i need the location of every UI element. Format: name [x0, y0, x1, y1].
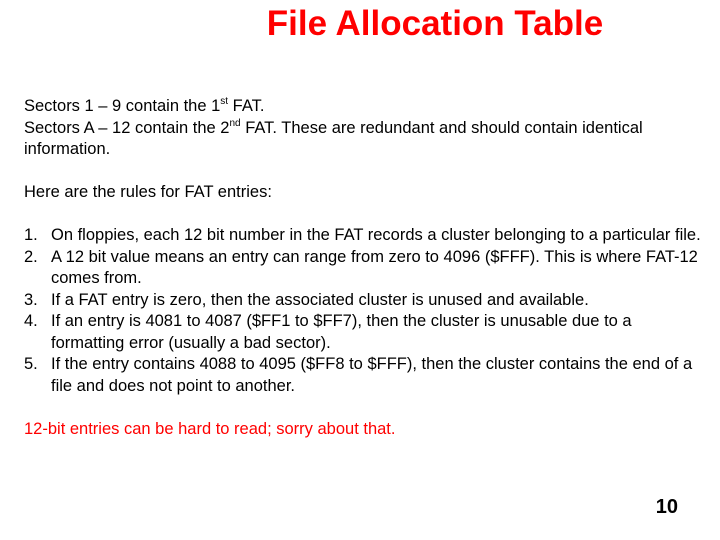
rule-number: 4.: [24, 312, 38, 330]
intro-line-2-text: Sectors A – 12 contain the 2: [24, 118, 230, 137]
page-number: 10: [655, 496, 678, 518]
intro-line-2-superscript: nd: [229, 117, 241, 129]
rule-item: [24, 290, 704, 312]
note-text: 12-bit entries can be hard to read; sorry about that.: [24, 419, 396, 438]
slide-title: File Allocation Table: [266, 4, 604, 43]
spacer: [24, 397, 704, 419]
rule-text: If the entry contains 4088 to 4095 ($FF8 to $FFF), then the cluster contains the end of a file and does not point to another.: [51, 355, 693, 395]
rule-number: 2.: [24, 247, 38, 266]
rules-heading: Here are the rules for FAT entries:: [24, 183, 272, 201]
rule-text: On floppies, each 12 bit number in the FAT records a cluster belonging to a particular file.: [51, 226, 701, 244]
rule-item: [24, 247, 704, 290]
intro-line-2: [24, 118, 704, 161]
spacer: [24, 204, 704, 226]
rule-text: If an entry is 4081 to 4087 ($FF1 to $FF7), then the cluster is unusable due to a formatting error (usually a bad sector).: [51, 312, 632, 352]
rule-item: [24, 354, 704, 397]
rule-number: 5.: [24, 355, 38, 373]
rule-item: [24, 225, 704, 247]
rules-list: [24, 225, 704, 397]
rule-number: 1.: [24, 226, 38, 244]
slide-body: [24, 96, 704, 440]
intro-line-1: [24, 96, 704, 118]
spacer: [24, 161, 704, 183]
intro-line-2-tail: FAT. These are redundant and should contain identical information.: [24, 118, 643, 158]
rule-item: [24, 311, 704, 354]
rule-number: 3.: [24, 290, 38, 309]
intro-line-1-superscript: st: [220, 96, 229, 107]
rule-text: If a FAT entry is zero, then the associated cluster is unused and available.: [51, 290, 589, 309]
rule-text: A 12 bit value means an entry can range from zero to 4096 ($FFF). This is where FAT-12 comes from.: [51, 247, 698, 287]
intro-line-1-text: Sectors 1 – 9 contain the 1: [24, 97, 221, 115]
intro-line-1-tail: FAT.: [228, 97, 265, 115]
